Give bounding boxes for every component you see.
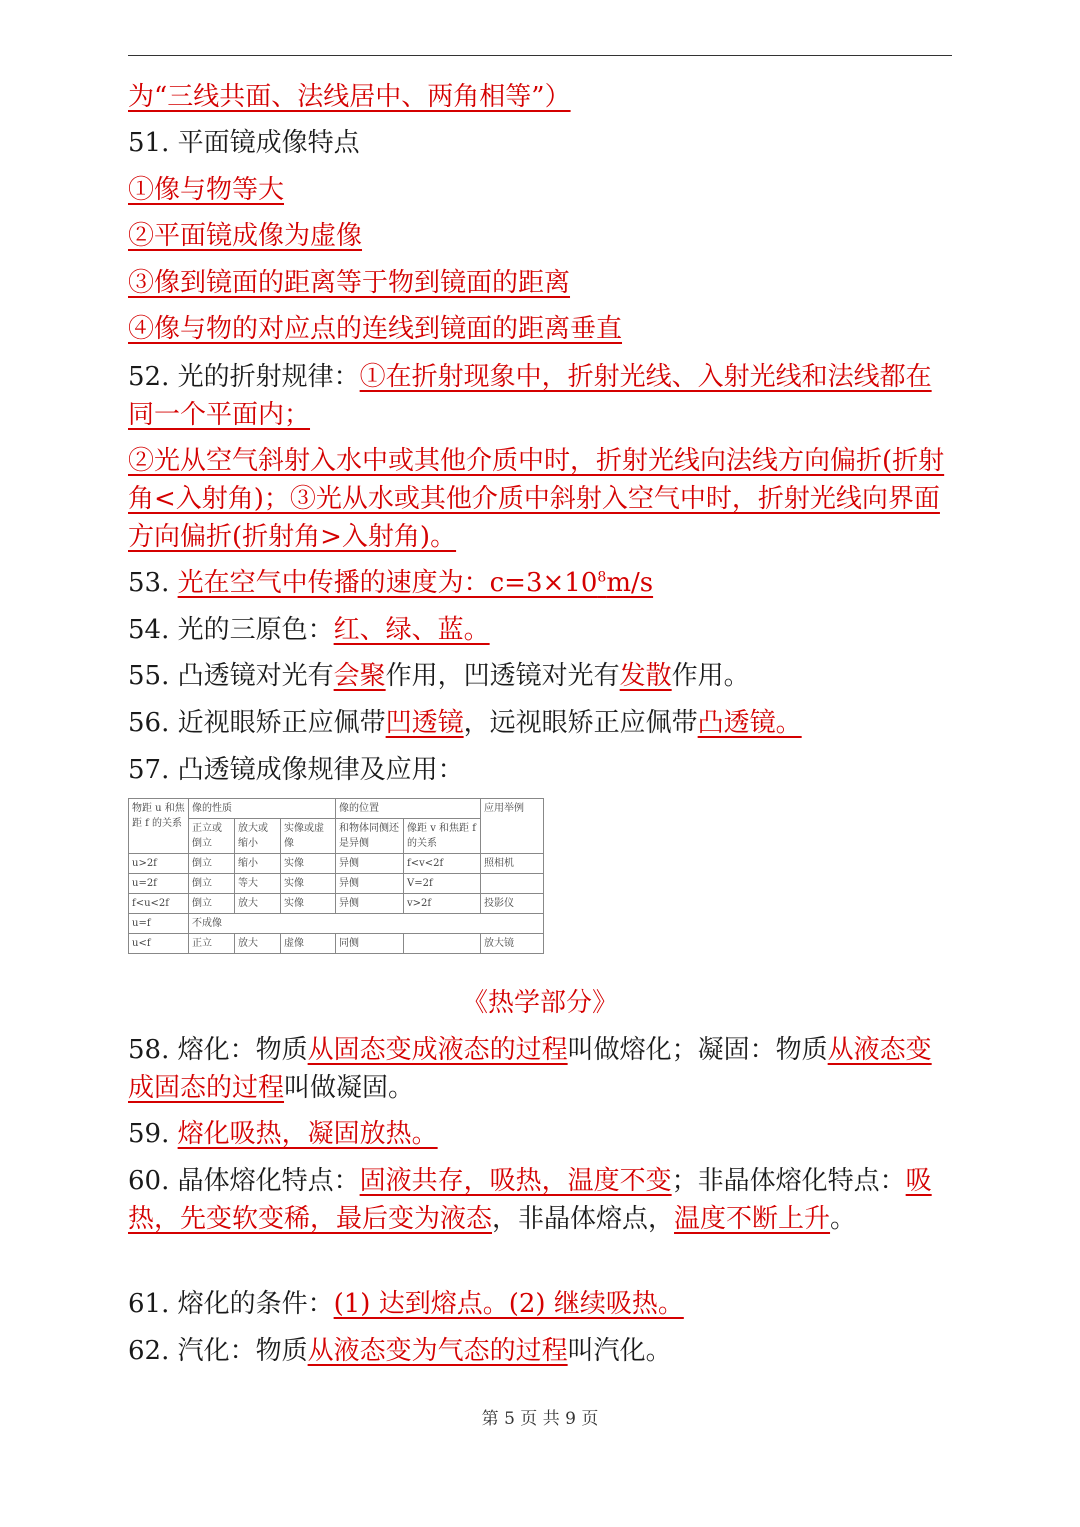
header-distance: 物距 u 和焦距 f 的关系	[129, 799, 189, 854]
table-cell: 等大	[235, 874, 281, 894]
table-cell: 倒立	[189, 874, 235, 894]
subheader-size: 放大或缩小	[235, 819, 281, 854]
q51-item-3: ③像到镜面的距离等于物到镜面的距离	[128, 268, 571, 298]
q58-answer-1: 从固态变成液态的过程	[307, 1035, 568, 1065]
table-cell: 同侧	[336, 934, 404, 954]
q55-answer-2: 发散	[619, 661, 672, 691]
q58-text-1: 58. 熔化：物质	[128, 1035, 308, 1065]
q62-text-2: 叫汽化。	[567, 1336, 672, 1366]
q56-text-2: ，远视眼矫正应佩带	[463, 708, 698, 738]
section-title: 《热学部分》	[461, 988, 618, 1018]
q54-answer: 红、绿、蓝。	[333, 615, 490, 645]
q56-answer-2: 凸透镜。	[697, 708, 802, 738]
table-cell: 实像	[281, 854, 336, 874]
table-cell: 实像	[281, 894, 336, 914]
table-cell: 照相机	[481, 854, 544, 874]
q53-prefix: 53.	[128, 568, 178, 598]
q60-text-2: ；非晶体熔化特点：	[671, 1166, 906, 1196]
q58	[128, 1031, 954, 1107]
q53-answer	[178, 568, 653, 598]
q58-answer-2: 从液态变成固态的过程	[128, 1035, 932, 1103]
q55	[128, 657, 954, 695]
q52-prefix: 52. 光的折射规律：	[128, 362, 360, 392]
table-cell	[404, 934, 481, 954]
q55-text-1: 55. 凸透镜对光有	[128, 661, 334, 691]
table-row	[129, 934, 544, 954]
table-row	[129, 854, 544, 874]
table-row	[129, 894, 544, 914]
subheader-real-virtual: 实像或虚像	[281, 819, 336, 854]
q51-item-1: ①像与物等大	[128, 175, 285, 205]
q55-text-2: 作用，凹透镜对光有	[385, 661, 620, 691]
q51-item-2: ②平面镜成像为虚像	[128, 221, 363, 251]
table-cell: f<v<2f	[404, 854, 481, 874]
q56-text-1: 56. 近视眼矫正应佩带	[128, 708, 386, 738]
table-header-row	[129, 799, 544, 819]
header-application: 应用举例	[481, 799, 544, 854]
table-cell: 倒立	[189, 854, 235, 874]
q52-answer-2: ②光从空气斜射入水中或其他介质中时，折射光线向法线方向偏折(折射角<入射角)；③光从水或其他介质中斜射入空气中时，折射光线向界面方向偏折(折射角>入射角)。	[128, 446, 945, 552]
q62	[128, 1332, 954, 1370]
q52-answer-1: ①在折射现象中，折射光线、入射光线和法线都在同一个平面内；	[128, 362, 932, 430]
table-cell: 缩小	[235, 854, 281, 874]
q54	[128, 611, 954, 649]
subheader-orientation: 正立或倒立	[189, 819, 235, 854]
q59	[128, 1115, 954, 1153]
q59-answer: 熔化吸热，凝固放热。	[177, 1119, 438, 1149]
table-cell: u<f	[129, 934, 189, 954]
table-cell: f<u<2f	[129, 894, 189, 914]
q60-text-1: 60. 晶体熔化特点：	[128, 1166, 360, 1196]
table-cell: u=f	[129, 914, 189, 934]
q60	[128, 1162, 954, 1238]
q62-answer: 从液态变为气态的过程	[307, 1336, 568, 1366]
q53	[128, 564, 954, 602]
q52-block	[128, 358, 954, 434]
table-cell: 实像	[281, 874, 336, 894]
q51-title: 51. 平面镜成像特点	[128, 128, 360, 158]
table-cell: 异侧	[336, 854, 404, 874]
header-image-position: 像的位置	[336, 799, 481, 819]
table-cell: 异侧	[336, 894, 404, 914]
q61	[128, 1285, 954, 1323]
subheader-image-distance: 像距 v 和焦距 f 的关系	[404, 819, 481, 854]
table-cell: 倒立	[189, 894, 235, 914]
table-cell: 不成像	[189, 914, 544, 934]
q60-text-3: ，非晶体熔点，	[492, 1204, 675, 1234]
q61-answer: (1) 达到熔点。(2) 继续吸热。	[333, 1289, 684, 1319]
header-rule	[128, 55, 952, 56]
q58-text-3: 叫做凝固。	[284, 1073, 415, 1103]
q61-prefix: 61. 熔化的条件：	[128, 1289, 334, 1319]
table-cell: 放大镜	[481, 934, 544, 954]
lens-imaging-table	[128, 798, 544, 954]
q60-answer-2: 吸热，先变软变稀，最后变为液态	[128, 1166, 932, 1234]
q57-title: 57. 凸透镜成像规律及应用：	[128, 755, 464, 785]
q62-text-1: 62. 汽化：物质	[128, 1336, 308, 1366]
table-cell: 正立	[189, 934, 235, 954]
q60-text-4: 。	[830, 1204, 857, 1234]
table-cell: 放大	[235, 894, 281, 914]
subheader-side: 和物体同侧还是异侧	[336, 819, 404, 854]
table-cell: 放大	[235, 934, 281, 954]
q56	[128, 704, 954, 742]
q53-unit: m/s	[606, 568, 654, 598]
header-image-nature: 像的性质	[189, 799, 336, 819]
table-cell: u>2f	[129, 854, 189, 874]
table-cell: V=2f	[404, 874, 481, 894]
q53-answer-main: 光在空气中传播的速度为：c=3×10	[177, 568, 598, 598]
table-cell: u=2f	[129, 874, 189, 894]
table-cell: 虚像	[281, 934, 336, 954]
q55-answer-1: 会聚	[333, 661, 386, 691]
table-cell	[481, 874, 544, 894]
q53-exponent: 8	[597, 569, 607, 586]
q51-item-4: ④像与物的对应点的连线到镜面的距离垂直	[128, 314, 623, 344]
q60-answer-1: 固液共存，吸热，温度不变	[359, 1166, 672, 1196]
q60-answer-3: 温度不断上升	[674, 1204, 831, 1234]
table-cell: v>2f	[404, 894, 481, 914]
page-number: 第 5 页 共 9 页	[481, 1409, 599, 1429]
q55-text-3: 作用。	[671, 661, 750, 691]
q54-prefix: 54. 光的三原色：	[128, 615, 334, 645]
table-cell: 异侧	[336, 874, 404, 894]
q58-text-2: 叫做熔化；凝固：物质	[567, 1035, 828, 1065]
table-row	[129, 874, 544, 894]
q56-answer-1: 凹透镜	[385, 708, 464, 738]
table-cell: 投影仪	[481, 894, 544, 914]
table-row	[129, 914, 544, 934]
q59-prefix: 59.	[128, 1119, 178, 1149]
reflection-law-tail: 为“三线共面、法线居中、两角相等”）	[128, 82, 571, 112]
